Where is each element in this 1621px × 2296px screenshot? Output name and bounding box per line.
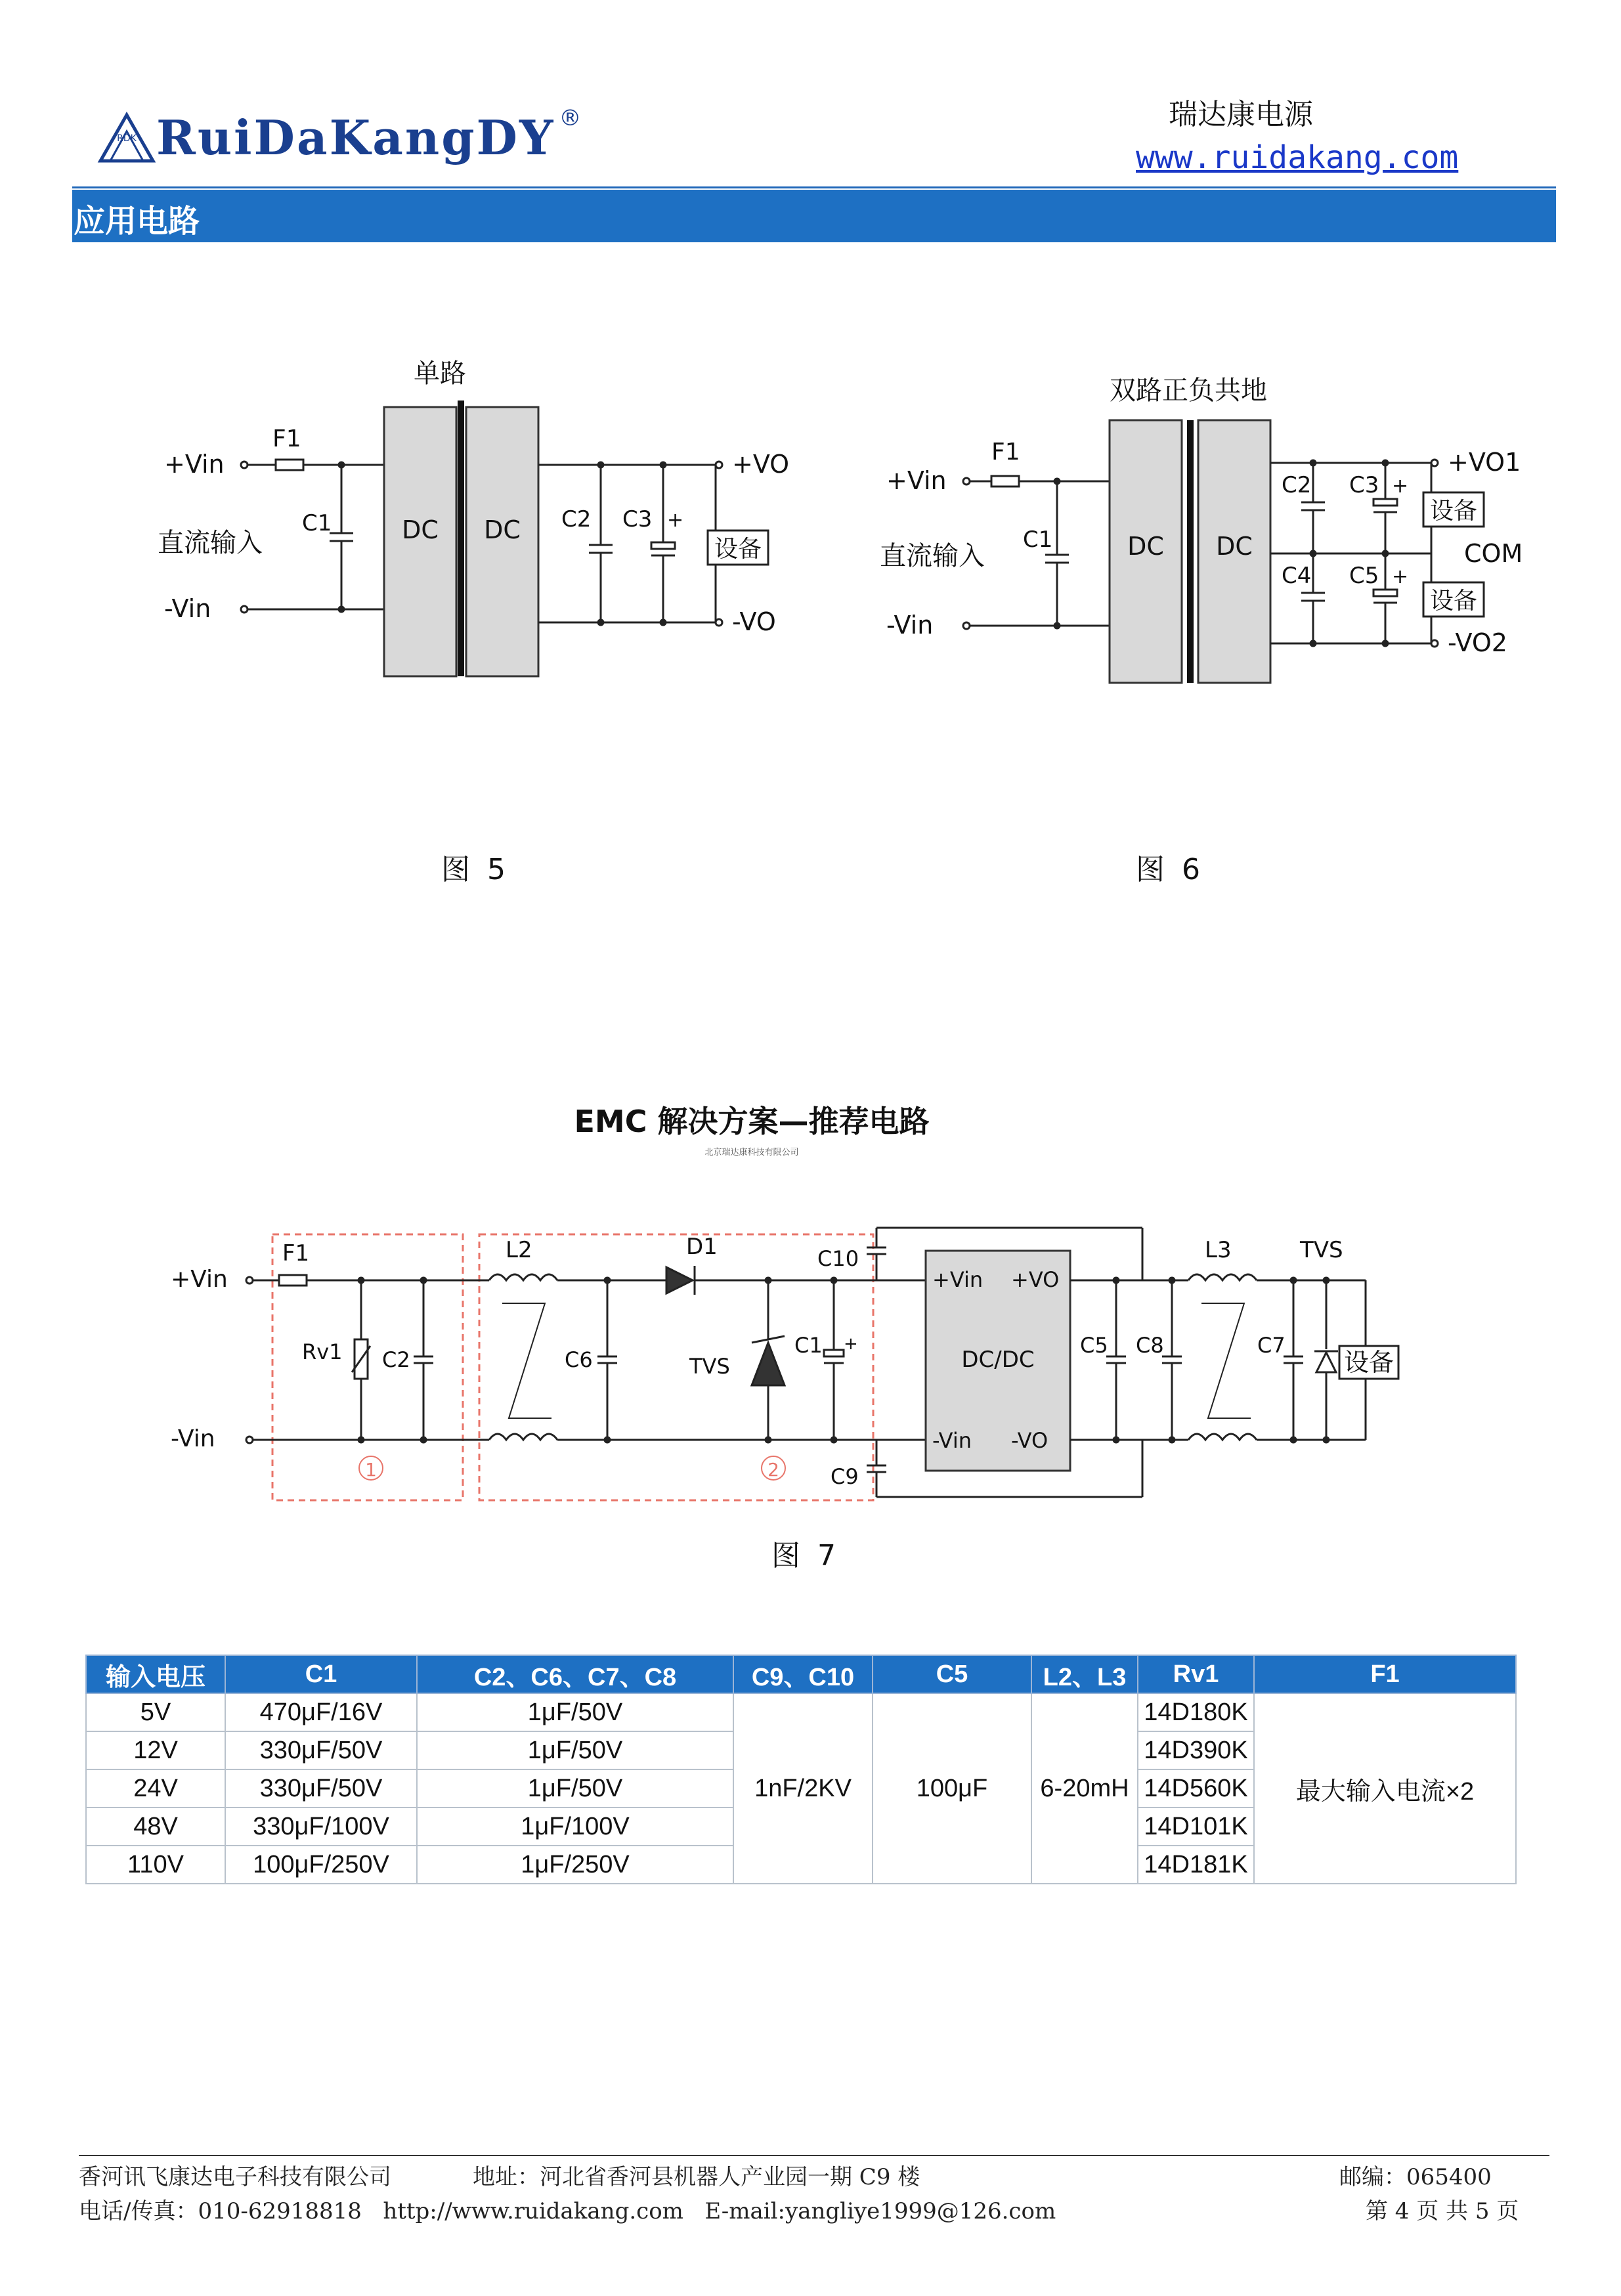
fig6-c4-label: C4 xyxy=(1282,563,1312,589)
emc-subtitle: 北京瑞达康科技有限公司 xyxy=(704,1148,799,1158)
table-cell: 470μF/16V xyxy=(225,1693,417,1731)
table-header: L2、L3 xyxy=(1031,1655,1138,1693)
table-cell: 110V xyxy=(86,1846,225,1884)
company-logo xyxy=(97,105,582,167)
fig6-c2-label: C2 xyxy=(1282,472,1312,498)
table-cell: 1μF/50V xyxy=(417,1693,733,1731)
table-header: C9、C10 xyxy=(733,1655,873,1693)
table-cell: 12V xyxy=(86,1731,225,1769)
fig7-l2-label: L2 xyxy=(506,1237,532,1263)
table-cell: 14D390K xyxy=(1138,1731,1254,1769)
table-cell: 48V xyxy=(86,1808,225,1846)
footer-postcode: 邮编：065400 xyxy=(1339,2164,1492,2190)
fig5-vin-plus: +Vin xyxy=(164,450,225,479)
fig5-c3-label: C3 xyxy=(622,506,653,532)
svg-text:+: + xyxy=(844,1334,858,1354)
footer-page-number: 第 4 页 共 5 页 xyxy=(1366,2198,1519,2224)
logo-text: RuiDaKangDY xyxy=(156,110,555,165)
header-rule xyxy=(72,186,1556,188)
component-table xyxy=(85,1655,1517,1884)
fig7-m-vin-plus: +Vin xyxy=(932,1267,983,1292)
fig7-c6-label: C6 xyxy=(565,1347,593,1372)
fig7-f1-label: F1 xyxy=(282,1240,310,1267)
fig7-module-label: DC/DC xyxy=(961,1347,1035,1373)
section-title: 应用电路 xyxy=(74,203,200,240)
table-header: C1 xyxy=(225,1655,417,1693)
table-row xyxy=(86,1693,1516,1731)
fig7-d1-label: D1 xyxy=(686,1234,718,1260)
fig7-l3-label: L3 xyxy=(1205,1237,1232,1263)
fig7-vin-plus: +Vin xyxy=(171,1266,228,1293)
fig7-vin-minus: -Vin xyxy=(171,1425,215,1452)
fig5-input-label: 直流输入 xyxy=(158,528,263,558)
footer-address: 地址：河北省香河县机器人产业园一期 C9 楼 xyxy=(473,2164,920,2190)
fig6-c5-label: C5 xyxy=(1349,563,1379,589)
table-cell: 330μF/100V xyxy=(225,1808,417,1846)
table-header: F1 xyxy=(1254,1655,1516,1693)
fig7-m-vo-plus: +VO xyxy=(1011,1267,1060,1292)
fig5-vin-minus: -Vin xyxy=(164,594,211,623)
table-cell: 100μF/250V xyxy=(225,1846,417,1884)
fig6-c1-label: C1 xyxy=(1023,527,1053,553)
svg-text:+: + xyxy=(1392,565,1409,588)
fig5-c2-label: C2 xyxy=(561,506,592,532)
table-header: C2、C6、C7、C8 xyxy=(417,1655,733,1693)
fig5-device-label: 设备 xyxy=(714,536,762,563)
figure-7-caption: 图 7 xyxy=(771,1539,840,1572)
fig6-f1-label: F1 xyxy=(991,439,1020,466)
fig7-fuse xyxy=(279,1275,307,1286)
fig5-dc-label: DC xyxy=(402,515,439,544)
fig7-c8-label: C8 xyxy=(1136,1333,1164,1358)
fig7-m-vin-minus: -Vin xyxy=(932,1428,972,1453)
fig6-fuse xyxy=(991,476,1019,487)
table-cell: 1μF/100V xyxy=(417,1808,733,1846)
fig7-m-vo-minus: -VO xyxy=(1011,1428,1048,1453)
fig7-c10-label: C10 xyxy=(817,1246,859,1271)
fig6-device-label: 设备 xyxy=(1429,588,1478,615)
table-cell-merged-l2-l3: 6-20mH xyxy=(1031,1693,1138,1884)
table-header: C5 xyxy=(873,1655,1031,1693)
fig6-dc-label: DC xyxy=(1127,532,1164,561)
table-cell: 24V xyxy=(86,1769,225,1808)
table-cell: 330μF/50V xyxy=(225,1769,417,1808)
fig7-c5-label: C5 xyxy=(1080,1333,1108,1358)
svg-text:+: + xyxy=(1392,475,1409,498)
fig5-vo-plus: +VO xyxy=(732,450,790,479)
table-cell: 14D181K xyxy=(1138,1846,1254,1884)
table-cell: 14D101K xyxy=(1138,1808,1254,1846)
fig7-rv1-label: Rv1 xyxy=(302,1339,343,1364)
logo-badge: RDK xyxy=(117,133,137,144)
fig6-vo2: -VO2 xyxy=(1448,628,1507,657)
fig7-c2-label: C2 xyxy=(382,1347,410,1372)
fig5-dc-label: DC xyxy=(484,515,521,544)
footer-rule xyxy=(79,2155,1549,2156)
fig6-c3-label: C3 xyxy=(1349,472,1379,498)
table-cell: 1μF/250V xyxy=(417,1846,733,1884)
footer-company: 香河讯飞康达电子科技有限公司 xyxy=(79,2164,391,2190)
fig6-com: COM xyxy=(1464,539,1523,568)
table-header: 输入电压 xyxy=(86,1655,225,1693)
footer-contact: 电话/传真：010-62918818 http://www.ruidakang.com E-mail:yangliye1999@126.com xyxy=(79,2198,1056,2224)
fig6-input-label: 直流输入 xyxy=(880,541,985,571)
table-cell-merged-c5: 100μF xyxy=(873,1693,1031,1884)
registered-mark: ® xyxy=(559,105,582,131)
fig5-f1-label: F1 xyxy=(272,425,301,452)
table-cell: 5V xyxy=(86,1693,225,1731)
fig5-terminal xyxy=(241,606,248,613)
figure-7-circuit xyxy=(158,1221,1405,1510)
fig6-title: 双路正负共地 xyxy=(1110,376,1267,406)
figure-6-circuit xyxy=(867,368,1549,709)
fig7-c7-label: C7 xyxy=(1257,1333,1286,1358)
table-cell: 330μF/50V xyxy=(225,1731,417,1769)
fig5-vo-minus: -VO xyxy=(732,607,776,636)
fig7-c9-label: C9 xyxy=(831,1464,859,1489)
fig7-tvs-label: TVS xyxy=(689,1354,730,1379)
svg-text:+: + xyxy=(667,509,684,532)
fig7-tvs-diode xyxy=(752,1343,785,1385)
table-header: Rv1 xyxy=(1138,1655,1254,1693)
fig5-fuse xyxy=(276,460,303,470)
fig6-device-label: 设备 xyxy=(1429,498,1478,525)
company-name-cn: 瑞达康电源 xyxy=(1169,98,1313,131)
zone-1-mark: 1 xyxy=(365,1459,377,1481)
figure-5-circuit xyxy=(144,348,814,716)
fig7-device-label: 设备 xyxy=(1343,1348,1394,1377)
table-cell: 1μF/50V xyxy=(417,1731,733,1769)
table-cell-merged-c9-c10: 1nF/2KV xyxy=(733,1693,873,1884)
fig6-vin-plus: +Vin xyxy=(886,466,947,495)
fig7-c1-label: C1 xyxy=(794,1333,823,1358)
fig5-terminal xyxy=(241,462,248,468)
table-cell: 14D560K xyxy=(1138,1769,1254,1808)
figure-5-caption: 图 5 xyxy=(441,853,509,886)
fig7-tvs2-diode xyxy=(1316,1353,1336,1372)
fig5-title: 单路 xyxy=(414,358,466,389)
fig7-tvs2-label: TVS xyxy=(1300,1237,1343,1263)
table-cell: 14D180K xyxy=(1138,1693,1254,1731)
fig7-d1-diode xyxy=(666,1267,693,1293)
logo-mountain-icon xyxy=(97,112,156,164)
table-cell: 1μF/50V xyxy=(417,1769,733,1808)
emc-title: EMC 解决方案—推荐电路 xyxy=(574,1104,930,1139)
figure-6-caption: 图 6 xyxy=(1136,853,1204,886)
table-cell-merged-f1: 最大输入电流×2 xyxy=(1254,1693,1516,1884)
table-header-row xyxy=(86,1655,1516,1693)
website-link[interactable]: www.ruidakang.com xyxy=(1136,139,1459,176)
zone-2-mark: 2 xyxy=(767,1459,779,1481)
fig6-dc-label: DC xyxy=(1216,532,1253,561)
fig7-l2-coil xyxy=(489,1274,557,1280)
fig5-c1-label: C1 xyxy=(302,510,332,536)
fig6-vo1: +VO1 xyxy=(1448,448,1521,477)
fig7-l3-coil xyxy=(1188,1274,1257,1280)
section-bar xyxy=(72,190,1556,242)
fig6-vin-minus: -Vin xyxy=(886,611,934,639)
